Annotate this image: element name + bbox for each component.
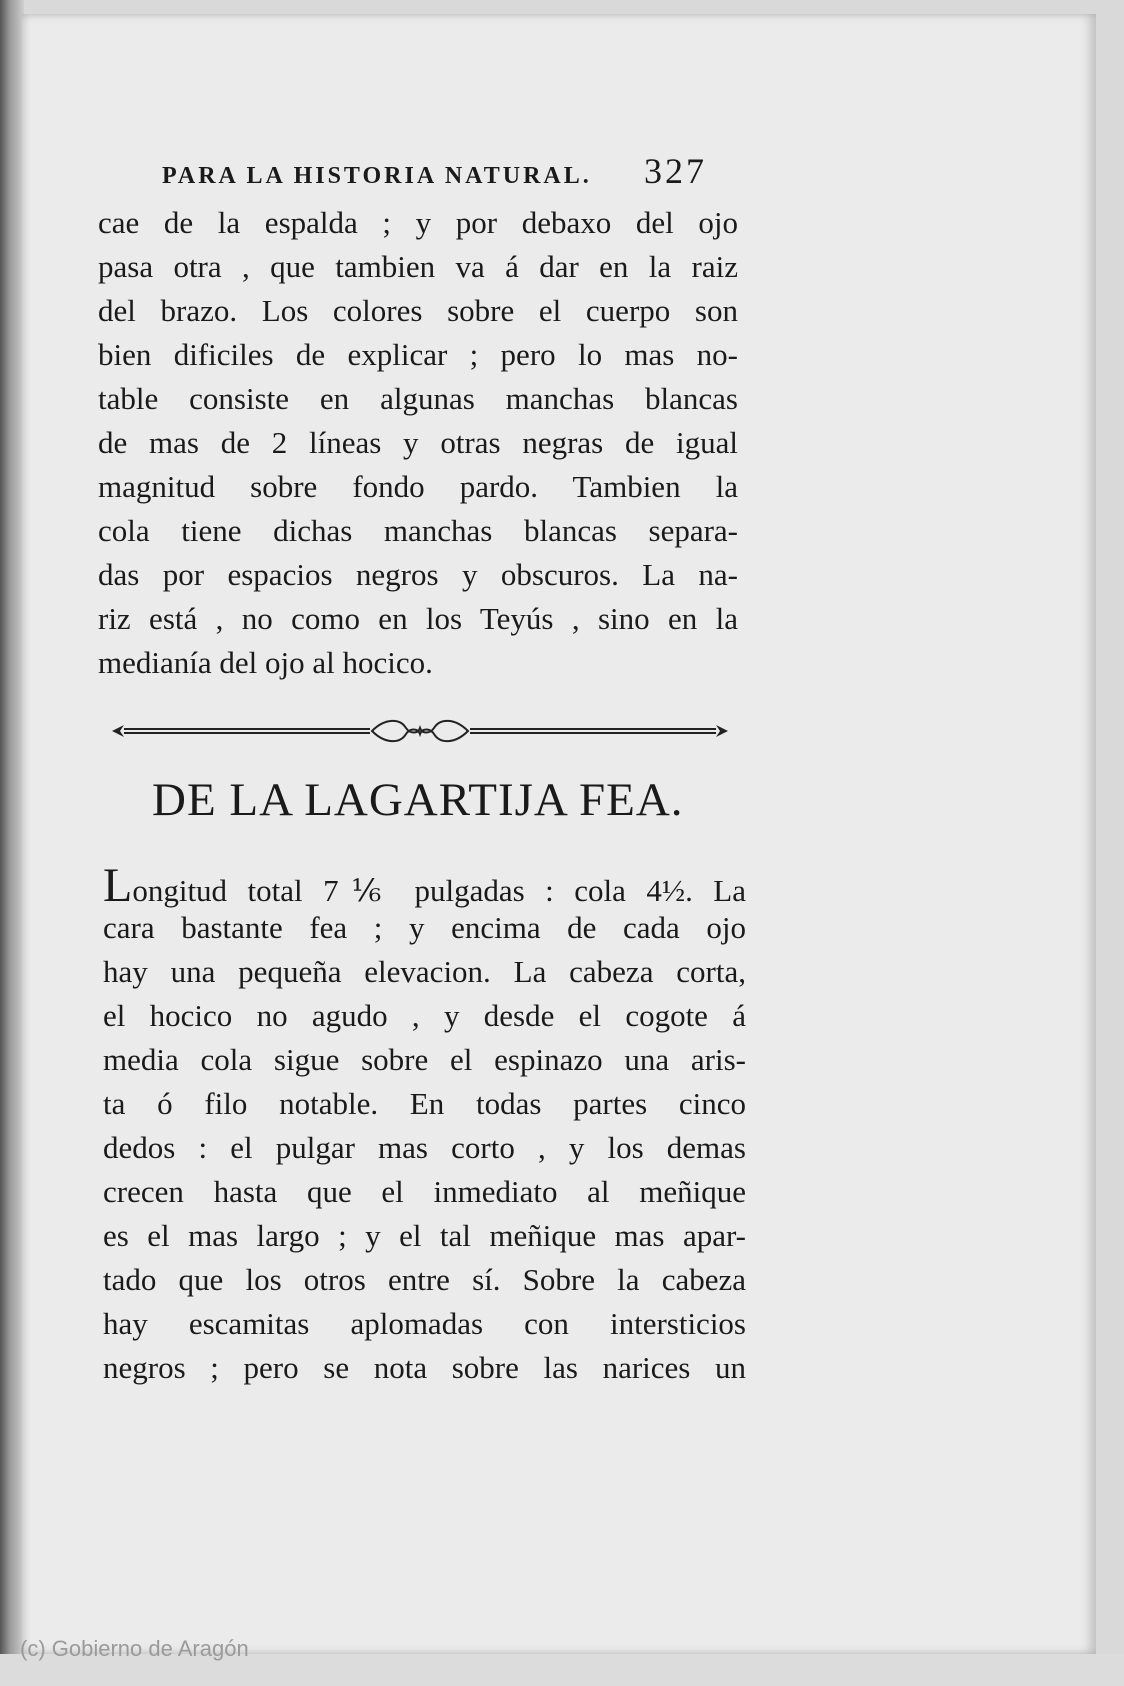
text-line: del brazo. Los colores sobre el cuerpo son — [98, 293, 738, 328]
text-line: media cola sigue sobre el espinazo una aris- — [103, 1042, 746, 1077]
running-head — [162, 150, 707, 192]
text-line: hay una pequeña elevacion. La cabeza corta, — [103, 954, 746, 989]
text-line: ta ó filo notable. En todas partes cinco — [103, 1086, 746, 1121]
text-line: medianía del ojo al hocico. — [98, 645, 433, 680]
page-number: 327 — [644, 151, 707, 191]
text-line: table consiste en algunas manchas blancas — [98, 381, 738, 416]
text-line: cara bastante fea ; y encima de cada ojo — [103, 910, 746, 945]
drop-cap: L — [103, 859, 133, 912]
text-line — [103, 859, 746, 912]
text-line: das por espacios negros y obscuros. La na- — [98, 557, 738, 592]
ornamental-divider — [110, 716, 730, 746]
text-line: es el mas largo ; y el tal meñique mas apar- — [103, 1218, 746, 1253]
text-line: riz está , no como en los Teyús , sino en la — [98, 601, 738, 636]
text-line: el hocico no agudo , y desde el cogote á — [103, 998, 746, 1033]
text-line: magnitud sobre fondo pardo. Tambien la — [98, 469, 738, 504]
section-heading: DE LA LAGARTIJA FEA. — [152, 774, 684, 826]
binding-shadow — [0, 0, 24, 1686]
text-line: cola tiene dichas manchas blancas separa- — [98, 513, 738, 548]
text-line: dedos : el pulgar mas corto , y los demas — [103, 1130, 746, 1165]
text-line: bien dificiles de explicar ; pero lo mas no- — [98, 337, 738, 372]
text-line: pasa otra , que tambien va á dar en la raiz — [98, 249, 738, 284]
text-line: tado que los otros entre sí. Sobre la cabeza — [103, 1262, 746, 1297]
text-line: cae de la espalda ; y por debaxo del ojo — [98, 205, 738, 240]
running-title: PARA LA HISTORIA NATURAL. — [162, 163, 592, 189]
text-line: hay escamitas aplomadas con intersticios — [103, 1306, 746, 1341]
text-line: crecen hasta que el inmediato al meñique — [103, 1174, 746, 1209]
text-line: de mas de 2 líneas y otras negras de igual — [98, 425, 738, 460]
copyright-watermark: (c) Gobierno de Aragón — [20, 1636, 249, 1661]
first-line-text: ongitud total 7⅙ pulgadas : cola 4½. La — [132, 873, 746, 908]
text-line: negros ; pero se nota sobre las narices un — [103, 1350, 746, 1385]
